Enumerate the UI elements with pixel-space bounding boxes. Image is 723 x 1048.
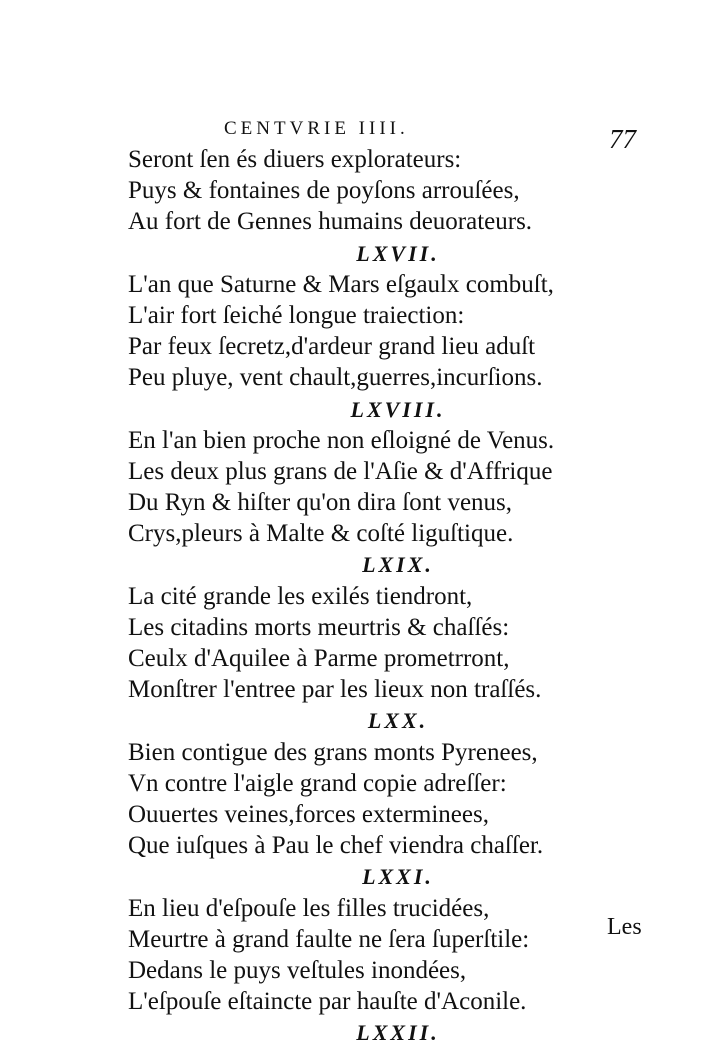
verse-line: En l'an bien proche non eſloigné de Venus.: [128, 426, 555, 454]
page-number: 77: [609, 124, 636, 154]
verse-line: Bien contigue des grans monts Pyrenees,: [128, 738, 538, 766]
quatrain-number: LXXI.: [362, 864, 434, 890]
running-head: CENTVRIE IIII.: [224, 118, 409, 139]
verse-line: Puys & fontaines de poyſons arrouſées,: [128, 177, 520, 205]
verse-line: L'air fort ſeiché longue traiection:: [128, 301, 465, 329]
verse-line: En lieu d'eſpouſe les filles trucidées,: [128, 894, 490, 922]
verse-line: Vn contre l'aigle grand copie adreſſer:: [128, 769, 507, 797]
verse-line: La cité grande les exilés tiendront,: [128, 582, 473, 610]
verse-line: Du Ryn & hiſter qu'on dira ſont venus,: [128, 489, 513, 517]
quatrain-number: LXIX.: [362, 552, 434, 578]
verse-line: Monſtrer l'entree par les lieux non traſſés.: [128, 676, 542, 704]
text-block: [128, 144, 598, 1048]
quatrain-number: LXVII.: [356, 240, 440, 266]
verse-line: Les deux plus grans de l'Aſie & d'Affrique: [128, 457, 553, 485]
catchword: Les: [607, 914, 642, 940]
quatrain-number: LXX.: [367, 708, 429, 734]
verse-line: L'eſpouſe eſtaincte par hauſte d'Aconile.: [128, 988, 527, 1016]
verse-line: L'an que Saturne & Mars eſgaulx combuſt,: [128, 270, 554, 298]
quatrain-number: LXXII.: [356, 1020, 440, 1046]
verse-line: Que iuſques à Pau le chef viendra chaſſer.: [128, 832, 544, 860]
quatrain-number: LXVIII.: [350, 396, 446, 422]
verse-line: Seront ſen és diuers explorateurs:: [128, 146, 462, 173]
verse-line: Peu pluye, vent chault,guerres,incurſions.: [128, 364, 543, 392]
verse-line: Au fort de Gennes humains deuorateurs.: [128, 208, 533, 236]
verse-line: Meurtre à grand faulte ne ſera ſuperſtile:: [128, 925, 530, 953]
verse-line: Ouuertes veines,forces exterminees,: [128, 800, 489, 828]
verse-line: Par feux ſecretz,d'ardeur grand lieu aduſt: [128, 333, 536, 361]
verse-line: Dedans le puys veſtules inondées,: [128, 956, 467, 984]
verse-line: Ceulx d'Aquilee à Parme prometrront,: [128, 645, 510, 672]
verse-line: Crys,pleurs à Malte & coſté liguſtique.: [128, 520, 514, 548]
verse-line: Les citadins morts meurtris & chaſſés:: [128, 613, 510, 641]
